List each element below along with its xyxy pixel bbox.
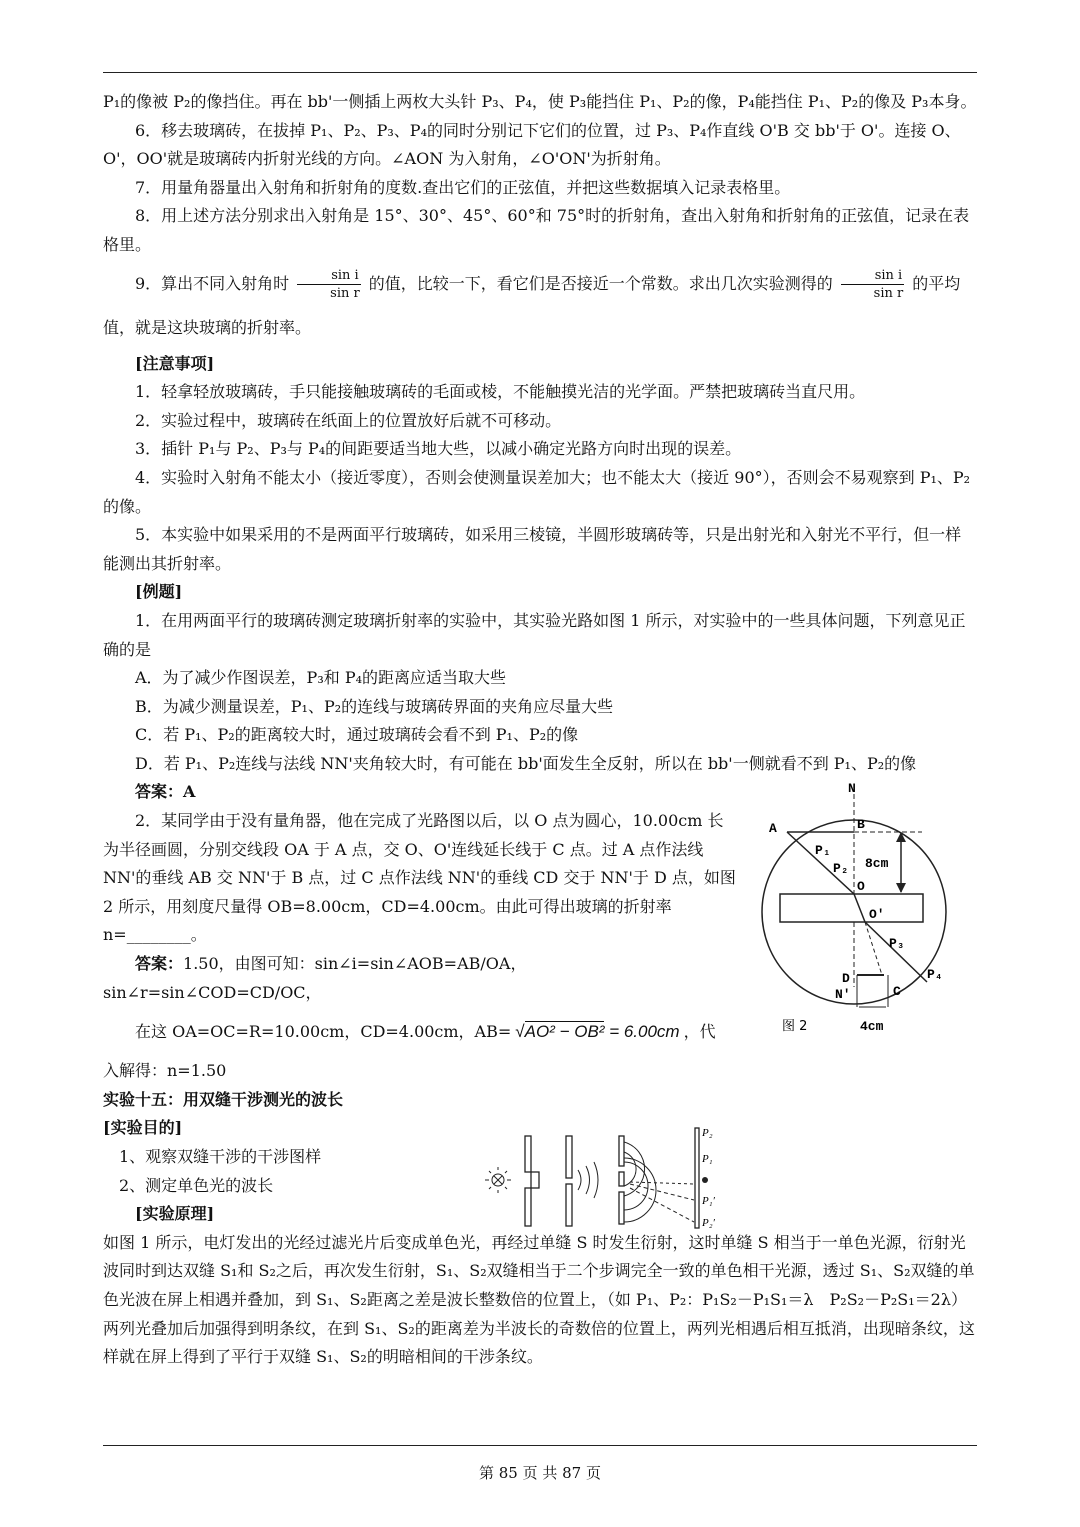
note: 4．实验时入射角不能太小（接近零度），否则会使测量误差加大；也不能太大（接近 90°），否则会不易观察到 P₁、P₂的像。	[103, 467, 971, 516]
result: = 6.00cm	[609, 1022, 680, 1042]
purpose-heading: [实验目的]	[103, 1118, 183, 1138]
text: 在这 OA=OC=R=10.00cm，CD=4.00cm，AB=	[135, 1022, 512, 1042]
paragraph: 8．用上述方法分别求出入射角是 15°、30°、45°、60°和 75°时的折射角，查出入射角和折射角的正弦值，记录在表格里。	[103, 206, 970, 254]
principle-heading: [实验原理]	[135, 1204, 215, 1224]
denominator: sin r	[873, 285, 904, 301]
label-n: N	[848, 782, 856, 797]
principle-text: 如图 1 所示，电灯发出的光经过滤光片后变成单色光，再经过单缝 S 时发生衍射，这时单缝 S 相当于一单色光源，衍射光波同时到达双缝 S₁和 S₂之后，再次发生衍射，S₁、S₂双缝相当于二个步调完全一致的单色相干光源，透过 S₁、S₂双缝的单色光波在屏上相遇并叠加，到 S₁、S₂距离之差是波长整数倍的位置上，（如 P₁、P₂：P₁S₂－P₁S₁＝λ P₂S₂－P₂S₁＝2λ）两列光叠加后加强得到明条纹，在到 S₁、S₂的距离差为半波长的奇数倍的位置上，两列光相遇后相互抵消，出现暗条纹，这样就在屏上得到了平行于双缝 S₁、S₂的明暗相间的干涉条纹。	[103, 1232, 975, 1367]
paragraph: 6．移去玻璃砖，在拔掉 P₁、P₂、P₃、P₄的同时分别记下它们的位置，过 P₃、P₄作直线 O'B 交 bb'于 O'。连接 O、O'，OO'就是玻璃砖内折射光线的方向。∠AON 为入射角，∠O'ON'为折射角。	[103, 120, 961, 169]
label-o: O	[857, 879, 865, 895]
text: 9．算出不同入射角时	[135, 273, 290, 293]
examples-heading: [例题]	[135, 582, 183, 602]
question-1: 1．在用两面平行的玻璃砖测定玻璃折射率的实验中，其实验光路如图 1 所示，对实验中的一些具体问题，下列意见正确的是	[103, 610, 966, 659]
radicand: AO² − OB²	[524, 1022, 605, 1042]
paragraph: P₁的像被 P₂的像挡住。再在 bb'一侧插上两枚大头针 P₃、P₄，使 P₃能挡住 P₁、P₂的像，P₄能挡住 P₁、P₂的像及 P₃本身。	[103, 92, 977, 111]
option-b: B．为减少测量误差，P₁、P₂的连线与玻璃砖界面的夹角应尽量大些	[135, 696, 614, 716]
sqrt-expression: √AO² − OB² = 6.00cm	[515, 1022, 680, 1042]
footer-rule	[103, 1445, 977, 1446]
option-a: A．为了减少作图误差，P₃和 P₄的距离应适当取大些	[135, 668, 507, 688]
label-p1: P₁	[815, 843, 831, 859]
note: 2．实验过程中，玻璃砖在纸面上的位置放好后就不可移动。	[135, 410, 562, 430]
double-slit-diagram	[480, 1122, 720, 1234]
label-n-prime: N′	[835, 987, 851, 1003]
label-d: D	[842, 971, 850, 987]
text: ，代	[683, 1022, 716, 1042]
note: 1．轻拿轻放玻璃砖，手只能接触玻璃砖的毛面或棱，不能触摸光洁的光学面。严禁把玻璃砖当直尺用。	[135, 382, 866, 402]
label-p2: P₂	[833, 861, 849, 877]
label-p1: P₁	[702, 1153, 713, 1165]
label-4cm: 4cm	[860, 1019, 884, 1035]
fraction-sin-i-sin-r	[297, 267, 361, 302]
numerator: sin i	[841, 267, 905, 285]
figure-2-diagram	[747, 782, 977, 1052]
label-a: A	[769, 821, 777, 837]
text: 的值，比较一下，看它们是否接近一个常数。求出几次实验测得的	[368, 273, 833, 293]
answer-text: 1.50，由图可知：sin∠i=sin∠AOB=AB/OA，sin∠r=sin∠COD=CD/OC，	[103, 954, 527, 1002]
label-c: C	[893, 984, 901, 1000]
label-p1-prime: P₁′	[702, 1195, 715, 1207]
fraction-sin-i-sin-r	[841, 267, 905, 302]
header-rule	[103, 72, 977, 73]
denominator: sin r	[330, 285, 360, 301]
label-p4: P₄	[927, 967, 943, 983]
paragraph: 7．用量角器量出入射角和折射角的度数.查出它们的正弦值，并把这些数据填入记录表格里。	[135, 177, 791, 197]
label-o-prime: O′	[869, 907, 885, 923]
note: 5．本实验中如果采用的不是两面平行玻璃砖，如采用三棱镜，半圆形玻璃砖等，只是出射光和入射光不平行，但一样能测出其折射率。	[103, 525, 962, 573]
figure-caption: 图 2	[782, 1019, 808, 1035]
note: 3．插针 P₁与 P₂、P₃与 P₄的间距要适当地大些，以减小确定光路方向时出现的误差。	[135, 439, 742, 459]
label-p2: P₂	[702, 1127, 713, 1139]
label-8cm: 8cm	[865, 856, 889, 872]
experiment-15-title: 实验十五：用双缝干涉测光的波长	[103, 1089, 344, 1109]
purpose-item: 2、测定单色光的波长	[119, 1175, 274, 1195]
numerator: sin i	[297, 267, 361, 285]
option-c: C．若 P₁、P₂的距离较大时，通过玻璃砖会看不到 P₁、P₂的像	[135, 725, 579, 745]
label-p2-prime: P₂′	[702, 1217, 715, 1229]
page-number: 第 85 页 共 87 页	[478, 1464, 601, 1482]
answer-label: 答案：	[135, 954, 184, 974]
answer-2-conclusion: 入解得：n=1.50	[103, 1061, 227, 1081]
text: 的平均值，就是这块玻璃的折射率。	[103, 273, 961, 337]
question-2: 2．某同学由于没有量角器，他在完成了光路图以后，以 O 点为圆心，10.00cm 长为半径画圆，分别交线段 OA 于 A 点，交 O、O'连线延长线于 C 点。过 A 点作法线 NN'的垂线 AB 交 NN'于 B 点，过 C 点作法线 NN'的垂线 CD 交于 NN'于 D 点，如图 2 所示，用刻度尺量得 OB=8.00cm，CD=4.00cm。由此可得出玻璃的折射率 n=________。	[103, 811, 736, 945]
option-d: D．若 P₁、P₂连线与法线 NN'夹角较大时，有可能在 bb'面发生全反射，所以在 bb'一侧就看不到 P₁、P₂的像	[135, 753, 917, 773]
answer-text: 答案：A	[135, 782, 196, 802]
lamp-icon	[485, 1167, 511, 1193]
step-9	[103, 262, 977, 350]
label-b: B	[857, 817, 865, 833]
purpose-item: 1、观察双缝干涉的干涉图样	[119, 1147, 322, 1166]
label-p3: P₃	[889, 936, 905, 952]
notes-heading: [注意事项]	[135, 353, 215, 373]
